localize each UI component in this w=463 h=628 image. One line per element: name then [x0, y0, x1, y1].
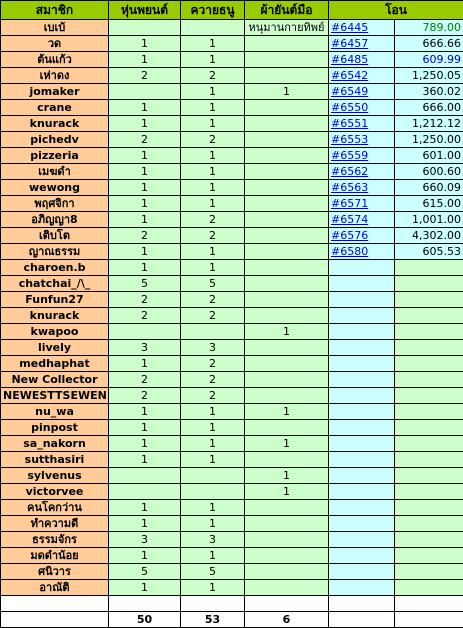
transfer-amount-cell[interactable] [395, 580, 463, 596]
transfer-amount-cell[interactable]: 1,001.00 [395, 212, 463, 228]
cloth-count-cell[interactable] [245, 548, 329, 564]
table-row [1, 404, 463, 420]
transfer-link-cell[interactable] [329, 580, 395, 596]
table-row [1, 260, 463, 276]
robot-count-cell[interactable]: 1 [109, 260, 181, 276]
header-row [1, 1, 463, 20]
transfer-amount-cell[interactable] [395, 324, 463, 340]
table-row [1, 436, 463, 452]
cloth-count-cell[interactable] [245, 356, 329, 372]
transfer-amount-cell[interactable] [395, 532, 463, 548]
robot-count-cell[interactable]: 5 [109, 564, 181, 580]
robot-count-cell[interactable] [109, 468, 181, 484]
transfer-amount-cell[interactable] [395, 452, 463, 468]
bow-count-cell[interactable]: 1 [181, 436, 245, 452]
transfer-link-cell[interactable] [329, 468, 395, 484]
table-row [1, 340, 463, 356]
cloth-count-cell[interactable]: 1 [245, 484, 329, 500]
transfer-link-cell[interactable] [329, 292, 395, 308]
cloth-count-cell[interactable] [245, 116, 329, 132]
cloth-count-cell[interactable] [245, 292, 329, 308]
cloth-count-cell[interactable] [245, 164, 329, 180]
transfer-link-cell[interactable] [329, 500, 395, 516]
transfer-amount-cell[interactable]: 666.00 [395, 100, 463, 116]
robot-count-cell[interactable]: 1 [109, 580, 181, 596]
transfer-link-cell[interactable] [329, 452, 395, 468]
cloth-count-cell[interactable] [245, 388, 329, 404]
robot-count-cell[interactable]: 1 [109, 452, 181, 468]
table-row [1, 20, 463, 36]
bow-count-cell[interactable]: 1 [181, 516, 245, 532]
member-name-cell[interactable]: wewong [1, 180, 109, 196]
bow-count-cell[interactable]: 1 [181, 548, 245, 564]
member-name-cell[interactable]: lively [1, 340, 109, 356]
table-row [1, 420, 463, 436]
transfer-link-cell[interactable] [329, 324, 395, 340]
transfer-amount-cell[interactable] [395, 516, 463, 532]
total-cloth[interactable]: 6 [245, 612, 329, 628]
bow-count-cell[interactable]: 1 [181, 452, 245, 468]
member-name-cell[interactable]: มดดำน้อย [1, 548, 109, 564]
cloth-count-cell[interactable] [245, 308, 329, 324]
robot-count-cell[interactable]: 2 [109, 308, 181, 324]
member-name-cell[interactable]: ญาณธรรม [1, 244, 109, 260]
transfer-link[interactable]: #6445 [329, 20, 395, 36]
bow-count-cell[interactable]: 2 [181, 356, 245, 372]
cloth-count-cell[interactable] [245, 244, 329, 260]
transfer-amount-cell[interactable]: 1,250.05 [395, 68, 463, 84]
robot-count-cell[interactable] [109, 484, 181, 500]
bow-count-cell[interactable] [181, 468, 245, 484]
transfer-link[interactable]: #6551 [329, 116, 395, 132]
robot-count-cell[interactable]: 3 [109, 340, 181, 356]
bow-count-cell[interactable]: 1 [181, 148, 245, 164]
member-name-cell[interactable]: พฤศจิกา [1, 196, 109, 212]
table-row [1, 516, 463, 532]
table-row [1, 580, 463, 596]
table-row [1, 308, 463, 324]
bow-count-cell[interactable]: 2 [181, 132, 245, 148]
transfer-amount-cell[interactable] [395, 420, 463, 436]
table-row [1, 164, 463, 180]
bow-count-cell[interactable]: 1 [181, 580, 245, 596]
transfer-amount-cell[interactable]: 660.09 [395, 180, 463, 196]
member-name-cell[interactable]: pichedv [1, 132, 109, 148]
header-cloth[interactable]: ผ้ายันต์มือ [245, 1, 329, 20]
robot-count-cell[interactable]: 1 [109, 148, 181, 164]
robot-count-cell[interactable] [109, 324, 181, 340]
cloth-count-cell[interactable] [245, 228, 329, 244]
table-row [1, 548, 463, 564]
cloth-count-cell[interactable] [245, 52, 329, 68]
member-name-cell[interactable]: ต้นแก้ว [1, 52, 109, 68]
transfer-amount-cell[interactable]: 605.53 [395, 244, 463, 260]
cloth-count-cell[interactable] [245, 260, 329, 276]
table-row [1, 388, 463, 404]
cloth-count-cell[interactable] [245, 212, 329, 228]
bow-count-cell[interactable]: 1 [181, 116, 245, 132]
transfer-amount-cell[interactable]: 1,212.12 [395, 116, 463, 132]
transfer-link-cell[interactable] [329, 564, 395, 580]
transfer-amount-cell[interactable] [395, 388, 463, 404]
transfer-amount-cell[interactable] [395, 276, 463, 292]
member-name-cell[interactable]: knurack [1, 308, 109, 324]
table-row [1, 68, 463, 84]
header-bow[interactable]: ควายธนู [181, 1, 245, 20]
member-name-cell[interactable]: nu_wa [1, 404, 109, 420]
transfer-amount-cell[interactable] [395, 340, 463, 356]
bow-count-cell[interactable]: 1 [181, 404, 245, 420]
table-row [1, 196, 463, 212]
bow-count-cell[interactable]: 1 [181, 100, 245, 116]
bow-count-cell[interactable]: 1 [181, 36, 245, 52]
robot-count-cell[interactable]: 1 [109, 196, 181, 212]
total-robot[interactable]: 50 [109, 612, 181, 628]
member-name-cell[interactable]: เมฆดำ [1, 164, 109, 180]
member-name-cell[interactable]: เติบโต [1, 228, 109, 244]
transfer-link-cell[interactable] [329, 548, 395, 564]
member-name-cell[interactable]: Funfun27 [1, 292, 109, 308]
member-name-cell[interactable]: เบเบ้ [1, 20, 109, 36]
table-row [1, 452, 463, 468]
transfer-link-cell[interactable] [329, 484, 395, 500]
cloth-count-cell[interactable] [245, 372, 329, 388]
member-name-cell[interactable]: chatchai_/\_ [1, 276, 109, 292]
bow-count-cell[interactable]: 1 [181, 260, 245, 276]
member-name-cell[interactable]: victorvee [1, 484, 109, 500]
transfer-link-cell[interactable] [329, 372, 395, 388]
bow-count-cell[interactable]: 1 [181, 420, 245, 436]
transfer-amount-cell[interactable]: 4,302.00 [395, 228, 463, 244]
member-name-cell[interactable]: charoen.b [1, 260, 109, 276]
transfer-link-cell[interactable] [329, 436, 395, 452]
cloth-count-cell[interactable] [245, 196, 329, 212]
table-row [1, 84, 463, 100]
member-name-cell[interactable]: คนโคกว่าน [1, 500, 109, 516]
cloth-count-cell[interactable]: 1 [245, 468, 329, 484]
totals-row [1, 612, 463, 628]
robot-count-cell[interactable]: 1 [109, 436, 181, 452]
bow-count-cell[interactable]: 2 [181, 292, 245, 308]
table-row [1, 180, 463, 196]
table-row [1, 564, 463, 580]
bow-count-cell[interactable]: 2 [181, 388, 245, 404]
transfer-amount-cell[interactable]: 666.66 [395, 36, 463, 52]
robot-count-cell[interactable]: 1 [109, 100, 181, 116]
total-link-cell[interactable] [329, 612, 395, 628]
spacer-row [1, 596, 463, 612]
member-name-cell[interactable]: sylvenus [1, 468, 109, 484]
robot-count-cell[interactable]: 5 [109, 276, 181, 292]
transfer-amount-cell[interactable] [395, 308, 463, 324]
transfer-amount-cell[interactable] [395, 356, 463, 372]
cloth-count-cell[interactable] [245, 132, 329, 148]
table-row [1, 500, 463, 516]
transfer-amount-cell[interactable] [395, 500, 463, 516]
robot-count-cell[interactable]: 3 [109, 532, 181, 548]
robot-count-cell[interactable]: 2 [109, 292, 181, 308]
transfer-link-cell[interactable] [329, 260, 395, 276]
total-bow[interactable]: 53 [181, 612, 245, 628]
member-name-cell[interactable]: อาณัติ [1, 580, 109, 596]
totals-label-cell[interactable] [1, 612, 109, 628]
table-row [1, 484, 463, 500]
cloth-count-cell[interactable] [245, 276, 329, 292]
transfer-amount-cell[interactable] [395, 372, 463, 388]
robot-count-cell[interactable]: 1 [109, 244, 181, 260]
transfer-link[interactable]: #6562 [329, 164, 395, 180]
transfer-amount-cell[interactable] [395, 260, 463, 276]
cloth-count-cell[interactable] [245, 36, 329, 52]
transfer-amount-cell[interactable]: 360.02 [395, 84, 463, 100]
member-name-cell[interactable]: NEWESTTSEWEN [1, 388, 109, 404]
robot-count-cell[interactable]: 1 [109, 116, 181, 132]
bow-count-cell[interactable]: 1 [181, 196, 245, 212]
robot-count-cell[interactable]: 1 [109, 500, 181, 516]
bow-count-cell[interactable]: 1 [181, 180, 245, 196]
bow-count-cell[interactable]: 5 [181, 276, 245, 292]
table-row [1, 212, 463, 228]
transfer-amount-cell[interactable]: 1,250.00 [395, 132, 463, 148]
bow-count-cell[interactable]: 1 [181, 84, 245, 100]
cloth-count-cell[interactable]: 1 [245, 404, 329, 420]
transfer-link[interactable]: #6550 [329, 100, 395, 116]
robot-count-cell[interactable]: 2 [109, 228, 181, 244]
transfer-amount-cell[interactable] [395, 564, 463, 580]
transfer-link-cell[interactable] [329, 532, 395, 548]
table-row [1, 532, 463, 548]
member-name-cell[interactable]: crane [1, 100, 109, 116]
transfer-amount-cell[interactable]: 601.00 [395, 148, 463, 164]
cloth-count-cell[interactable] [245, 516, 329, 532]
member-name-cell[interactable]: sutthasiri [1, 452, 109, 468]
robot-count-cell[interactable]: 2 [109, 132, 181, 148]
bow-count-cell[interactable]: 2 [181, 212, 245, 228]
transfer-link-cell[interactable] [329, 356, 395, 372]
cloth-count-cell[interactable] [245, 148, 329, 164]
member-name-cell[interactable]: knurack [1, 116, 109, 132]
cloth-count-cell[interactable] [245, 180, 329, 196]
member-name-cell[interactable]: pizzeria [1, 148, 109, 164]
cloth-count-cell[interactable] [245, 500, 329, 516]
table-row [1, 244, 463, 260]
bow-count-cell[interactable] [181, 484, 245, 500]
member-name-cell[interactable]: ธรรมจักร [1, 532, 109, 548]
transfer-link-cell[interactable] [329, 276, 395, 292]
table-row [1, 148, 463, 164]
table-row [1, 276, 463, 292]
member-name-cell[interactable]: sa_nakorn [1, 436, 109, 452]
robot-count-cell[interactable]: 1 [109, 180, 181, 196]
cloth-count-cell[interactable] [245, 580, 329, 596]
table-row [1, 100, 463, 116]
transfer-amount-cell[interactable] [395, 404, 463, 420]
robot-count-cell[interactable]: 1 [109, 164, 181, 180]
robot-count-cell[interactable]: 1 [109, 36, 181, 52]
transfer-amount-cell[interactable] [395, 484, 463, 500]
robot-count-cell[interactable] [109, 84, 181, 100]
transfer-link-cell[interactable] [329, 308, 395, 324]
table-row [1, 356, 463, 372]
cloth-count-cell[interactable] [245, 564, 329, 580]
transfer-link[interactable]: #6485 [329, 52, 395, 68]
transfer-amount-cell[interactable]: 615.00 [395, 196, 463, 212]
bow-count-cell[interactable]: 2 [181, 68, 245, 84]
bow-count-cell[interactable]: 3 [181, 340, 245, 356]
bow-count-cell[interactable]: 2 [181, 372, 245, 388]
member-name-cell[interactable]: pinpost [1, 420, 109, 436]
cloth-count-cell[interactable] [245, 420, 329, 436]
cloth-count-cell[interactable] [245, 340, 329, 356]
transfer-link[interactable]: #6553 [329, 132, 395, 148]
transfer-link[interactable]: #6574 [329, 212, 395, 228]
bow-count-cell[interactable]: 2 [181, 228, 245, 244]
member-name-cell[interactable]: อภิญญา8 [1, 212, 109, 228]
transfer-link-cell[interactable] [329, 516, 395, 532]
member-name-cell[interactable]: ศนิวาร [1, 564, 109, 580]
cloth-count-cell[interactable]: หนุมานกายทิพย์ [245, 20, 329, 36]
table-row [1, 292, 463, 308]
cloth-count-cell[interactable]: 1 [245, 324, 329, 340]
transfer-amount-cell[interactable] [395, 292, 463, 308]
transfer-link[interactable]: #6580 [329, 244, 395, 260]
robot-count-cell[interactable] [109, 20, 181, 36]
robot-count-cell[interactable]: 1 [109, 212, 181, 228]
transfer-link-cell[interactable] [329, 420, 395, 436]
cloth-count-cell[interactable]: 1 [245, 84, 329, 100]
member-name-cell[interactable]: kwapoo [1, 324, 109, 340]
bow-count-cell[interactable]: 1 [181, 52, 245, 68]
table-row [1, 132, 463, 148]
bow-count-cell[interactable]: 2 [181, 308, 245, 324]
robot-count-cell[interactable]: 1 [109, 52, 181, 68]
cloth-count-cell[interactable] [245, 452, 329, 468]
cloth-count-cell[interactable] [245, 68, 329, 84]
bow-count-cell[interactable]: 1 [181, 164, 245, 180]
bow-count-cell[interactable]: 1 [181, 500, 245, 516]
cloth-count-cell[interactable] [245, 100, 329, 116]
transfer-link-cell[interactable] [329, 404, 395, 420]
bow-count-cell[interactable] [181, 20, 245, 36]
table-row [1, 468, 463, 484]
bow-count-cell[interactable] [181, 324, 245, 340]
robot-count-cell[interactable]: 1 [109, 516, 181, 532]
member-name-cell[interactable]: jomaker [1, 84, 109, 100]
header-robot[interactable]: หุ่นพยนต์ [109, 1, 181, 20]
transfer-link[interactable]: #6576 [329, 228, 395, 244]
transfer-link-cell[interactable] [329, 388, 395, 404]
cloth-count-cell[interactable]: 1 [245, 436, 329, 452]
robot-count-cell[interactable]: 2 [109, 68, 181, 84]
table-row [1, 36, 463, 52]
table-row [1, 372, 463, 388]
transfer-amount-cell[interactable]: 609.99 [395, 52, 463, 68]
robot-count-cell[interactable]: 1 [109, 420, 181, 436]
robot-count-cell[interactable]: 2 [109, 388, 181, 404]
bow-count-cell[interactable]: 1 [181, 244, 245, 260]
bow-count-cell[interactable]: 5 [181, 564, 245, 580]
transfer-link[interactable]: #6559 [329, 148, 395, 164]
transfer-link[interactable]: #6542 [329, 68, 395, 84]
transfer-amount-cell[interactable] [395, 548, 463, 564]
total-amount-cell[interactable] [395, 612, 463, 628]
transfer-link[interactable]: #6563 [329, 180, 395, 196]
transfer-link[interactable]: #6549 [329, 84, 395, 100]
transfer-link-cell[interactable] [329, 340, 395, 356]
member-name-cell[interactable]: ทำความดี [1, 516, 109, 532]
header-transfer[interactable]: โอน [329, 1, 463, 20]
transfer-amount-cell[interactable] [395, 468, 463, 484]
member-name-cell[interactable]: New Collector [1, 372, 109, 388]
table-row [1, 52, 463, 68]
robot-count-cell[interactable]: 1 [109, 404, 181, 420]
bow-count-cell[interactable]: 3 [181, 532, 245, 548]
member-name-cell[interactable]: วด [1, 36, 109, 52]
transfer-link[interactable]: #6571 [329, 196, 395, 212]
table-row [1, 228, 463, 244]
robot-count-cell[interactable]: 1 [109, 356, 181, 372]
member-name-cell[interactable]: เห่าดง [1, 68, 109, 84]
transfer-amount-cell[interactable]: 789.00 [395, 20, 463, 36]
table-row [1, 324, 463, 340]
transfer-link[interactable]: #6457 [329, 36, 395, 52]
cloth-count-cell[interactable] [245, 532, 329, 548]
transfer-amount-cell[interactable] [395, 436, 463, 452]
header-member[interactable]: สมาชิก [1, 1, 109, 20]
member-name-cell[interactable]: medhaphat [1, 356, 109, 372]
robot-count-cell[interactable]: 1 [109, 548, 181, 564]
transfer-amount-cell[interactable]: 600.60 [395, 164, 463, 180]
robot-count-cell[interactable]: 2 [109, 372, 181, 388]
table-row [1, 116, 463, 132]
